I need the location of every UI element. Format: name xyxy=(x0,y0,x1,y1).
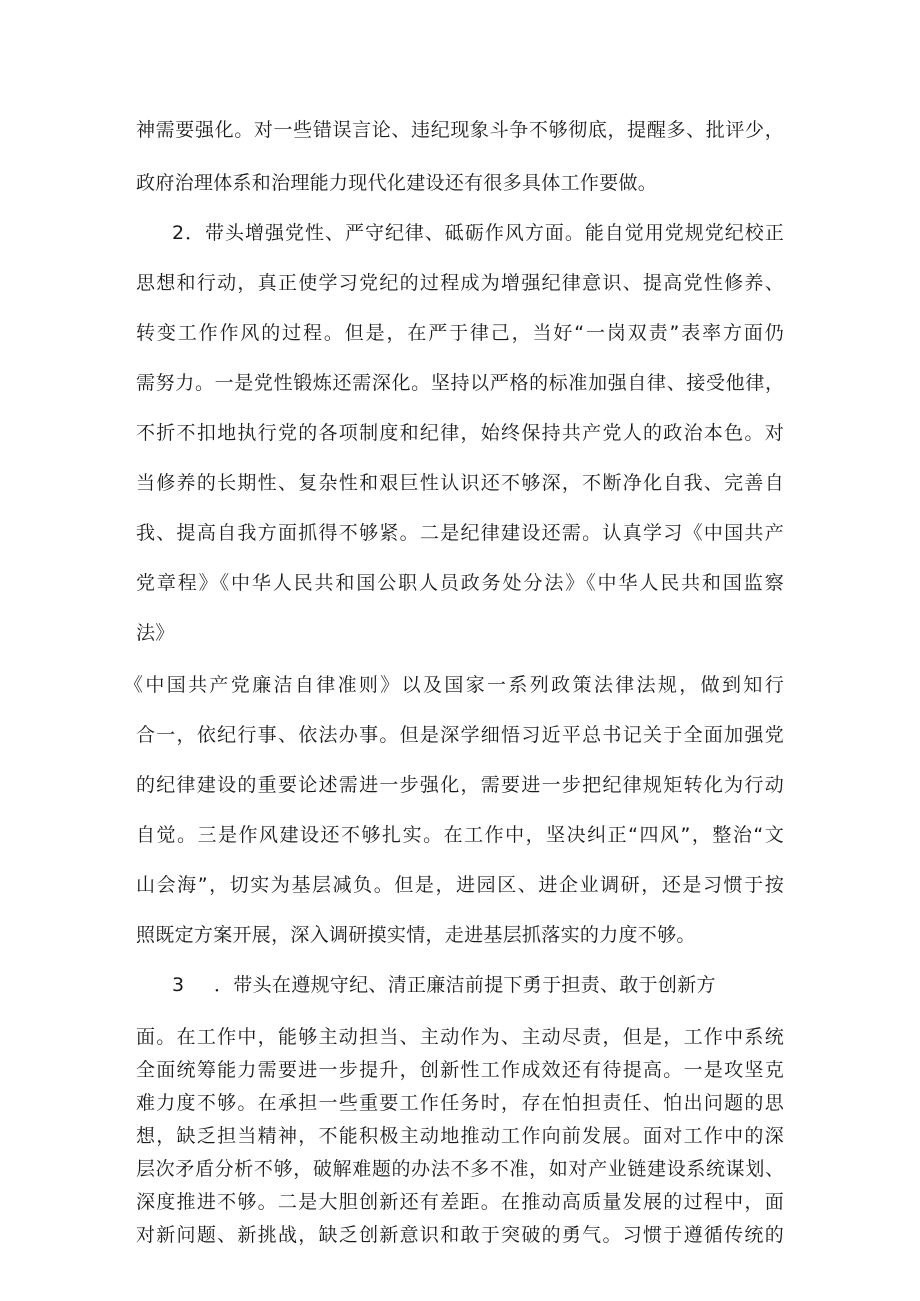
paragraph-2-line-8: 党章程》《中华人民共和国公职人员政务处分法》《中华人民共和国监察 xyxy=(136,572,784,594)
paragraph-3-line-7: 对新问题、新挑战，缺乏创新意识和敢于突破的勇气。习惯于遵循传统的 xyxy=(136,1224,784,1246)
paragraph-2-line-1: 2．带头增强党性、严守纪律、砥砺作风方面。能自觉用党规党纪校正 xyxy=(172,222,784,244)
paragraph-1-line-1: 神需要强化。对一些错误言论、违纪现象斗争不够彻底，提醒多、批评少， xyxy=(136,119,784,141)
paragraph-3-line-6: 深度推进不够。二是大胆创新还有差距。在推动高质量发展的过程中，面 xyxy=(136,1191,784,1213)
paragraph-2-line-15: 照既定方案开展，深入调研摸实情，走进基层抓落实的力度不够。 xyxy=(136,924,696,946)
paragraph-3-number: 3 xyxy=(172,974,185,996)
paragraph-2-line-2: 思想和行动，真正使学习党纪的过程成为增强纪律意识、提高党性修养、 xyxy=(136,272,784,294)
paragraph-2-line-3: 转变工作作风的过程。但是，在严于律己，当好“一岗双责”表率方面仍 xyxy=(136,322,784,344)
paragraph-1-line-2: 政府治理体系和治理能力现代化建设还有很多具体工作要做。 xyxy=(136,172,658,194)
paragraph-2-line-10: 《中国共产党廉洁自律准则》以及国家一系列政策法律法规，做到知行 xyxy=(124,674,784,696)
paragraph-3-line-3: 难力度不够。在承担一些重要工作任务时，存在怕担责任、怕出问题的思 xyxy=(136,1092,784,1114)
paragraph-2-line-4: 需努力。一是党性锻炼还需深化。坚持以严格的标准加强自律、接受他律， xyxy=(136,372,784,394)
paragraph-2-line-11: 合一，依纪行事、依法办事。但是深学细悟习近平总书记关于全面加强党 xyxy=(136,724,784,746)
paragraph-3-line-4: 想，缺乏担当精神，不能积极主动地推动工作向前发展。面对工作中的深 xyxy=(136,1125,784,1147)
paragraph-3-line-5: 层次矛盾分析不够，破解难题的办法不多不准，如对产业链建设系统谋划、 xyxy=(136,1158,784,1180)
paragraph-3-heading: ．带头在遵规守纪、清正廉洁前提下勇于担责、敢于创新方 xyxy=(214,974,716,996)
paragraph-2-line-9: 法》 xyxy=(136,622,175,644)
paragraph-2-line-6: 当修养的长期性、复杂性和艰巨性认识还不够深，不断净化自我、完善自 xyxy=(136,472,784,494)
paragraph-2-line-13: 自觉。三是作风建设还不够扎实。在工作中，坚决纠正“四风”，整治“文 xyxy=(136,824,784,846)
paragraph-2-line-14: 山会海”，切实为基层减负。但是，进园区、进企业调研，还是习惯于按 xyxy=(136,874,784,896)
paragraph-2-line-7: 我、提高自我方面抓得不够紧。二是纪律建设还需。认真学习《中国共产 xyxy=(136,522,784,544)
paragraph-3-line-1: 面。在工作中，能够主动担当、主动作为、主动尽责，但是，工作中系统 xyxy=(136,1026,784,1048)
paragraph-2-line-5: 不折不扣地执行党的各项制度和纪律，始终保持共产党人的政治本色。对 xyxy=(136,422,784,444)
paragraph-3-line-2: 全面统筹能力需要进一步提升，创新性工作成效还有待提高。一是攻坚克 xyxy=(136,1059,784,1081)
paragraph-2-line-12: 的纪律建设的重要论述需进一步强化，需要进一步把纪律规矩转化为行动 xyxy=(136,774,784,796)
